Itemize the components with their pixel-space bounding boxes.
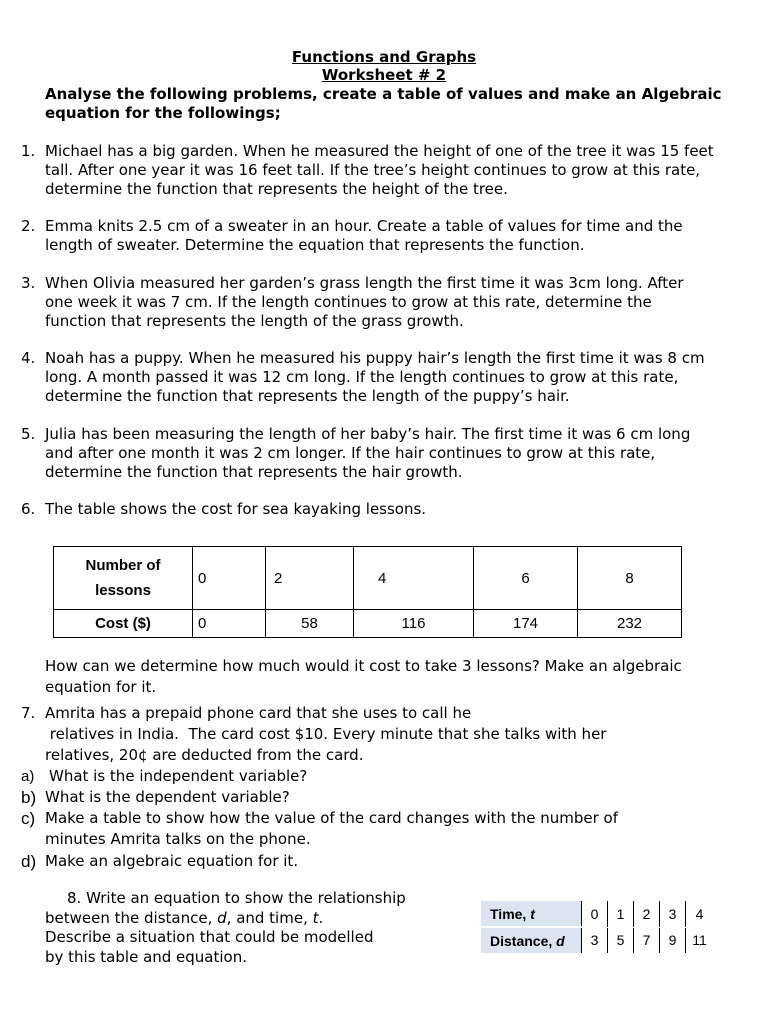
problem-7-part-b [21, 787, 735, 808]
table-row [54, 547, 682, 610]
table-cell: 0 [582, 901, 608, 927]
problem-text: . [318, 908, 324, 927]
variable-t: t [530, 905, 535, 922]
problem-1 [21, 142, 735, 199]
problem-line: Emma knits 2.5 cm of a sweater in an hour. Create a table of values for time and the [45, 217, 683, 235]
table-cell: 0 [193, 547, 266, 610]
table-cell: 0 [193, 610, 266, 638]
table-row [481, 901, 713, 927]
table-cell: 3 [660, 901, 686, 927]
problem-number: 3. [21, 274, 36, 292]
variable-t: t [312, 908, 319, 927]
table-cell: 58 [266, 610, 354, 638]
problem-4 [21, 349, 735, 406]
problem-line: determine the function that represents the hair growth. [45, 463, 463, 481]
part-letter: c) [21, 809, 36, 828]
table-row [481, 927, 713, 953]
problem-line: determine the function that represents the length of the puppy’s hair. [45, 387, 570, 405]
problem-7-part-d [21, 851, 735, 872]
worksheet-title: Functions and Graphs [291, 48, 477, 66]
problem-line [45, 909, 465, 929]
problem-number: 6. [21, 500, 36, 518]
problem-line: Amrita has a prepaid phone card that she uses to call he [45, 704, 472, 722]
problem-line: relatives, 20¢ are deducted from the card. [45, 746, 364, 764]
problem-number: 2. [21, 217, 36, 235]
header-line: lessons [95, 582, 151, 599]
kayak-cost-table [53, 546, 682, 638]
table-cell: 232 [578, 610, 682, 638]
problem-number: 7. [21, 704, 36, 722]
problem-line: length of sweater. Determine the equation that represents the function. [45, 236, 585, 254]
problem-line: The table shows the cost for sea kayaking lessons. [45, 500, 427, 518]
variable-d: d [556, 932, 565, 949]
problem-6-question [45, 656, 735, 698]
table-cell: 174 [474, 610, 578, 638]
table-cell: 7 [634, 927, 660, 953]
problem-line: Noah has a puppy. When he measured his puppy hair’s length the first time it was 8 cm [45, 349, 705, 367]
table-header-cell: Cost ($) [54, 610, 193, 638]
table-cell: 5 [608, 927, 634, 953]
problem-number: 1. [21, 142, 36, 160]
problem-number: 4. [21, 349, 36, 367]
part-line: What is the dependent variable? [45, 788, 290, 806]
instructions: Analyse the following problems, create a table of values and make an Algebraic equation for the followings; [45, 85, 722, 122]
variable-d: d [217, 908, 227, 927]
time-distance-table [481, 901, 713, 953]
problem-6 [21, 500, 735, 519]
problem-line: long. A month passed it was 12 cm long. If the length continues to grow at this rate, [45, 368, 679, 386]
problem-line: and after one month it was 2 cm longer. If the hair continues to grow at this rate, [45, 444, 656, 462]
table-cell: 3 [582, 927, 608, 953]
problem-3 [21, 274, 735, 331]
problem-7-part-a [21, 766, 735, 787]
table-header-cell [481, 927, 582, 953]
problem-2 [21, 217, 735, 255]
problem-text: , and time, [226, 908, 313, 927]
header-text: Distance, [490, 932, 557, 949]
problem-line: When Olivia measured her garden’s grass length the first time it was 3cm long. After [45, 274, 684, 292]
problem-line: determine the function that represents the height of the tree. [45, 180, 508, 198]
part-letter: d) [21, 852, 37, 871]
problem-line: one week it was 7 cm. If the length continues to grow at this rate, determine the [45, 293, 652, 311]
problem-5 [21, 425, 735, 482]
table-cell: 2 [266, 547, 354, 610]
problem-7 [21, 703, 735, 766]
problem-text: Write an equation to show the relationship [86, 889, 406, 907]
table-cell: 2 [634, 901, 660, 927]
problem-line: How can we determine how much would it cost to take 3 lessons? Make an algebraic [45, 657, 682, 675]
table-cell: 6 [474, 547, 578, 610]
part-line: Make a table to show how the value of the card changes with the number of [45, 809, 618, 827]
header-line: Number of [85, 557, 161, 574]
table-cell: 11 [692, 932, 707, 949]
problem-line: Julia has been measuring the length of her baby’s hair. The first time it was 6 cm long [45, 425, 691, 443]
table-header-cell [481, 901, 582, 927]
part-letter: b) [21, 788, 37, 807]
table-header-cell [54, 547, 193, 610]
problem-line: by this table and equation. [45, 947, 248, 966]
part-line: Make an algebraic equation for it. [45, 852, 299, 870]
problem-line [45, 889, 465, 909]
problem-line: Describe a situation that could be modelled [45, 928, 374, 946]
table-cell: 4 [354, 547, 474, 610]
part-letter: a) [21, 768, 35, 785]
table-cell: 1 [608, 901, 634, 927]
problem-text: between the distance, [45, 908, 218, 927]
part-line: minutes Amrita talks on the phone. [45, 830, 311, 848]
part-line: What is the independent variable? [49, 767, 308, 785]
table-row [54, 610, 682, 638]
table-cell: 116 [354, 610, 474, 638]
problem-line: tall. After one year it was 16 feet tall. If the tree’s height continues to grow at this rate, [45, 161, 701, 179]
header-text: Time, [490, 905, 531, 922]
problem-7-part-c [21, 808, 735, 850]
problem-line: relatives in India. The card cost $10. Every minute that she talks with her [45, 725, 607, 743]
problem-line: equation for it. [45, 678, 157, 696]
table-cell: 9 [660, 927, 686, 953]
problem-number: 8. [67, 889, 82, 907]
table-cell: 4 [686, 901, 714, 927]
problem-8 [45, 889, 465, 967]
table-cell: 8 [578, 547, 682, 610]
problem-number: 5. [21, 425, 36, 443]
worksheet-subtitle: Worksheet # 2 [321, 66, 447, 84]
problem-line: Michael has a big garden. When he measured the height of one of the tree it was 15 feet [45, 142, 714, 160]
problem-line: function that represents the length of the grass growth. [45, 312, 464, 330]
